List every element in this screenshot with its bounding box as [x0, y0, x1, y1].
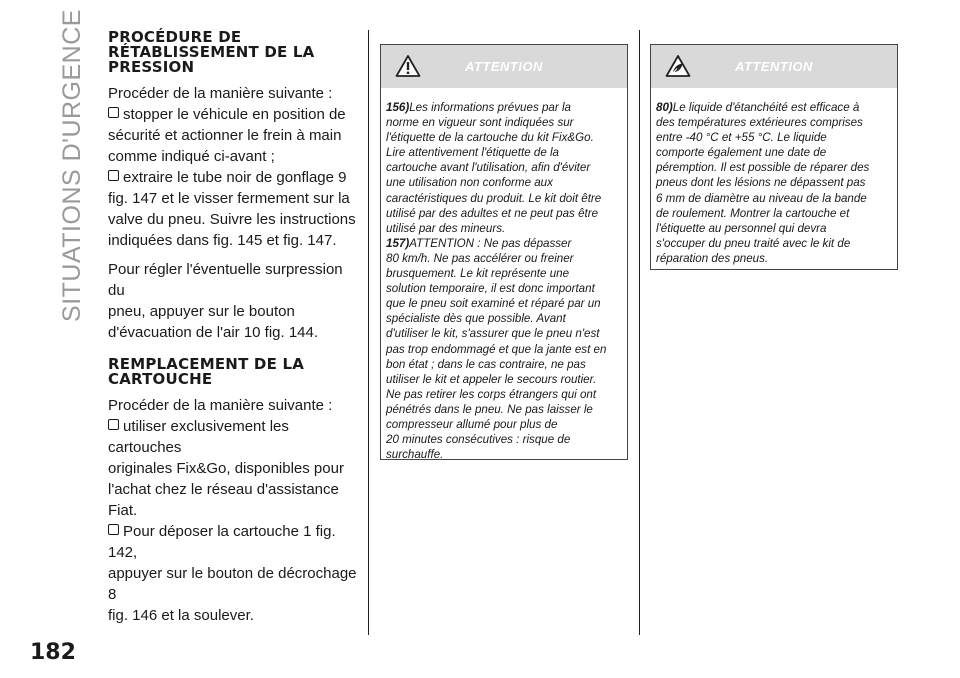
column-divider	[368, 30, 369, 635]
warning-header	[651, 45, 897, 88]
warning-header	[381, 45, 627, 88]
warning-title: ATTENTION	[465, 59, 543, 74]
note-line: des températures extérieures comprises	[656, 116, 863, 130]
procedure-list-1	[108, 83, 358, 251]
note-line: 20 minutes consécutives : risque de	[386, 433, 571, 447]
note-line: surchauffe.	[386, 448, 444, 462]
note-line: caractéristiques du produit. Le kit doit être	[386, 191, 602, 205]
paragraph-line: pneu, appuyer sur le bouton	[108, 303, 295, 320]
note-line: 80 km/h. Ne pas accélérer ou freiner	[386, 251, 574, 265]
paragraph-line: d'évacuation de l'air 10 fig. 144.	[108, 324, 319, 341]
list-item-text: comme indiqué ci-avant ;	[108, 148, 275, 165]
note-line: pas trop endommagé et que la jante est en	[386, 342, 607, 356]
note-line: utiliser le kit et appeler le secours routier.	[386, 372, 597, 386]
note-line: pénétrés dans le pneu. Ne pas laisser le	[386, 402, 593, 416]
list-item-text: l'achat chez le réseau d'assistance Fiat.	[108, 481, 339, 519]
note-line: bon état ; dans le cas contraire, ne pas	[386, 357, 586, 371]
note-number: 156)	[386, 101, 410, 114]
warning-note-80	[656, 100, 892, 115]
note-line: Le liquide d'étanchéité est efficace à	[672, 101, 860, 114]
note-line: brusquement. Le kit représente une	[386, 267, 570, 281]
warning-box-156-157	[380, 44, 628, 460]
note-line: cartouche avant l'utilisation, afin d'éviter	[386, 161, 591, 175]
warning-body	[651, 88, 897, 266]
note-line: que le pneu soit examiné et réparé par un	[386, 297, 601, 311]
note-line: utilisé par des mineurs.	[386, 221, 506, 235]
note-line: spécialiste dès que possible. Avant	[386, 312, 566, 326]
note-line: pneus dont les lésions ne dépassent pas	[656, 176, 866, 190]
note-line: comporte également une date de	[656, 146, 827, 160]
note-line: 6 mm de diamètre au niveau de la bande	[656, 191, 867, 205]
note-number: 157)	[386, 236, 410, 250]
paragraph-line: Pour régler l'éventuelle surpression du	[108, 261, 343, 299]
warning-body	[381, 88, 627, 462]
heading-pressure-procedure	[108, 30, 358, 75]
list-item-text: utiliser exclusivement les cartouches	[108, 418, 289, 456]
note-line: Lire attentivement l'étiquette de la	[386, 146, 560, 160]
list-item	[108, 104, 358, 125]
list-item-text: appuyer sur le bouton de décrochage 8	[108, 565, 357, 603]
warning-box-80	[650, 44, 898, 270]
note-line: péremption. Il est possible de réparer des	[656, 161, 870, 175]
list-item	[108, 167, 358, 188]
bullet-box-icon	[108, 524, 119, 535]
warning-title: ATTENTION	[735, 59, 813, 74]
warning-note-157	[386, 236, 622, 251]
list-item	[108, 416, 358, 458]
note-line: solution temporaire, il est donc important	[386, 282, 595, 296]
note-line: l'étiquette au personnel qui devra	[656, 221, 827, 235]
note-line: Les informations prévues par la	[409, 101, 571, 114]
main-column	[108, 30, 358, 626]
heading-line: RÉTABLISSEMENT DE LA	[108, 43, 315, 61]
list-item-text: fig. 147 et le visser fermement sur la	[108, 190, 350, 207]
note-line: d'utiliser le kit, s'assurer que le pneu n'est	[386, 327, 600, 341]
list-item	[108, 521, 358, 563]
list-item-text: sécurité et actionner le frein à main	[108, 127, 342, 144]
list-item-text: originales Fix&Go, disponibles pour	[108, 460, 344, 477]
heading-cartridge-replacement	[108, 357, 358, 387]
column-divider	[639, 30, 640, 635]
intro-text: Procéder de la manière suivante :	[108, 397, 333, 414]
list-item-text: indiquées dans fig. 145 et fig. 147.	[108, 232, 337, 249]
warning-note-156	[386, 100, 622, 115]
note-line: de roulement. Montrer la cartouche et	[656, 206, 850, 220]
heading-line: PRESSION	[108, 58, 195, 76]
list-item-text: stopper le véhicule en position de	[123, 106, 346, 123]
note-line: entre -40 °C et +55 °C. Le liquide	[656, 131, 827, 145]
bullet-box-icon	[108, 419, 119, 430]
warning-triangle-icon	[395, 54, 421, 78]
heading-line: REMPLACEMENT DE LA	[108, 355, 305, 373]
overpressure-paragraph	[108, 259, 358, 343]
section-tab	[50, 8, 94, 322]
list-item-text: Pour déposer la cartouche 1 fig. 142,	[108, 523, 336, 561]
heading-line: PROCÉDURE DE	[108, 28, 242, 46]
environment-warning-icon	[665, 54, 691, 78]
note-line: compresseur allumé pour plus de	[386, 417, 558, 431]
note-line: une utilisation non conforme aux	[386, 176, 553, 190]
intro-text: Procéder de la manière suivante :	[108, 85, 333, 102]
bullet-box-icon	[108, 170, 119, 181]
list-item-text: fig. 146 et la soulever.	[108, 607, 254, 624]
note-line: ATTENTION : Ne pas dépasser	[409, 236, 572, 250]
section-tab-label: SITUATIONS D'URGENCE	[57, 8, 86, 322]
heading-line: CARTOUCHE	[108, 370, 213, 388]
list-item-text: valve du pneu. Suivre les instructions	[108, 211, 356, 228]
bullet-box-icon	[108, 107, 119, 118]
note-line: s'occuper du pneu traité avec le kit de	[656, 236, 851, 250]
note-line: norme en vigueur sont indiquées sur	[386, 116, 574, 130]
note-number: 80)	[656, 101, 673, 114]
list-item-text: extraire le tube noir de gonflage 9	[123, 169, 347, 186]
note-line: utilisé par des adultes et ne peut pas être	[386, 206, 599, 220]
note-line: l'étiquette de la cartouche du kit Fix&Go.	[386, 131, 594, 145]
procedure-list-2	[108, 395, 358, 626]
note-line: réparation des pneus.	[656, 251, 769, 265]
page-number: 182	[30, 640, 76, 665]
note-line: Ne pas retirer les corps étrangers qui ont	[386, 387, 597, 401]
